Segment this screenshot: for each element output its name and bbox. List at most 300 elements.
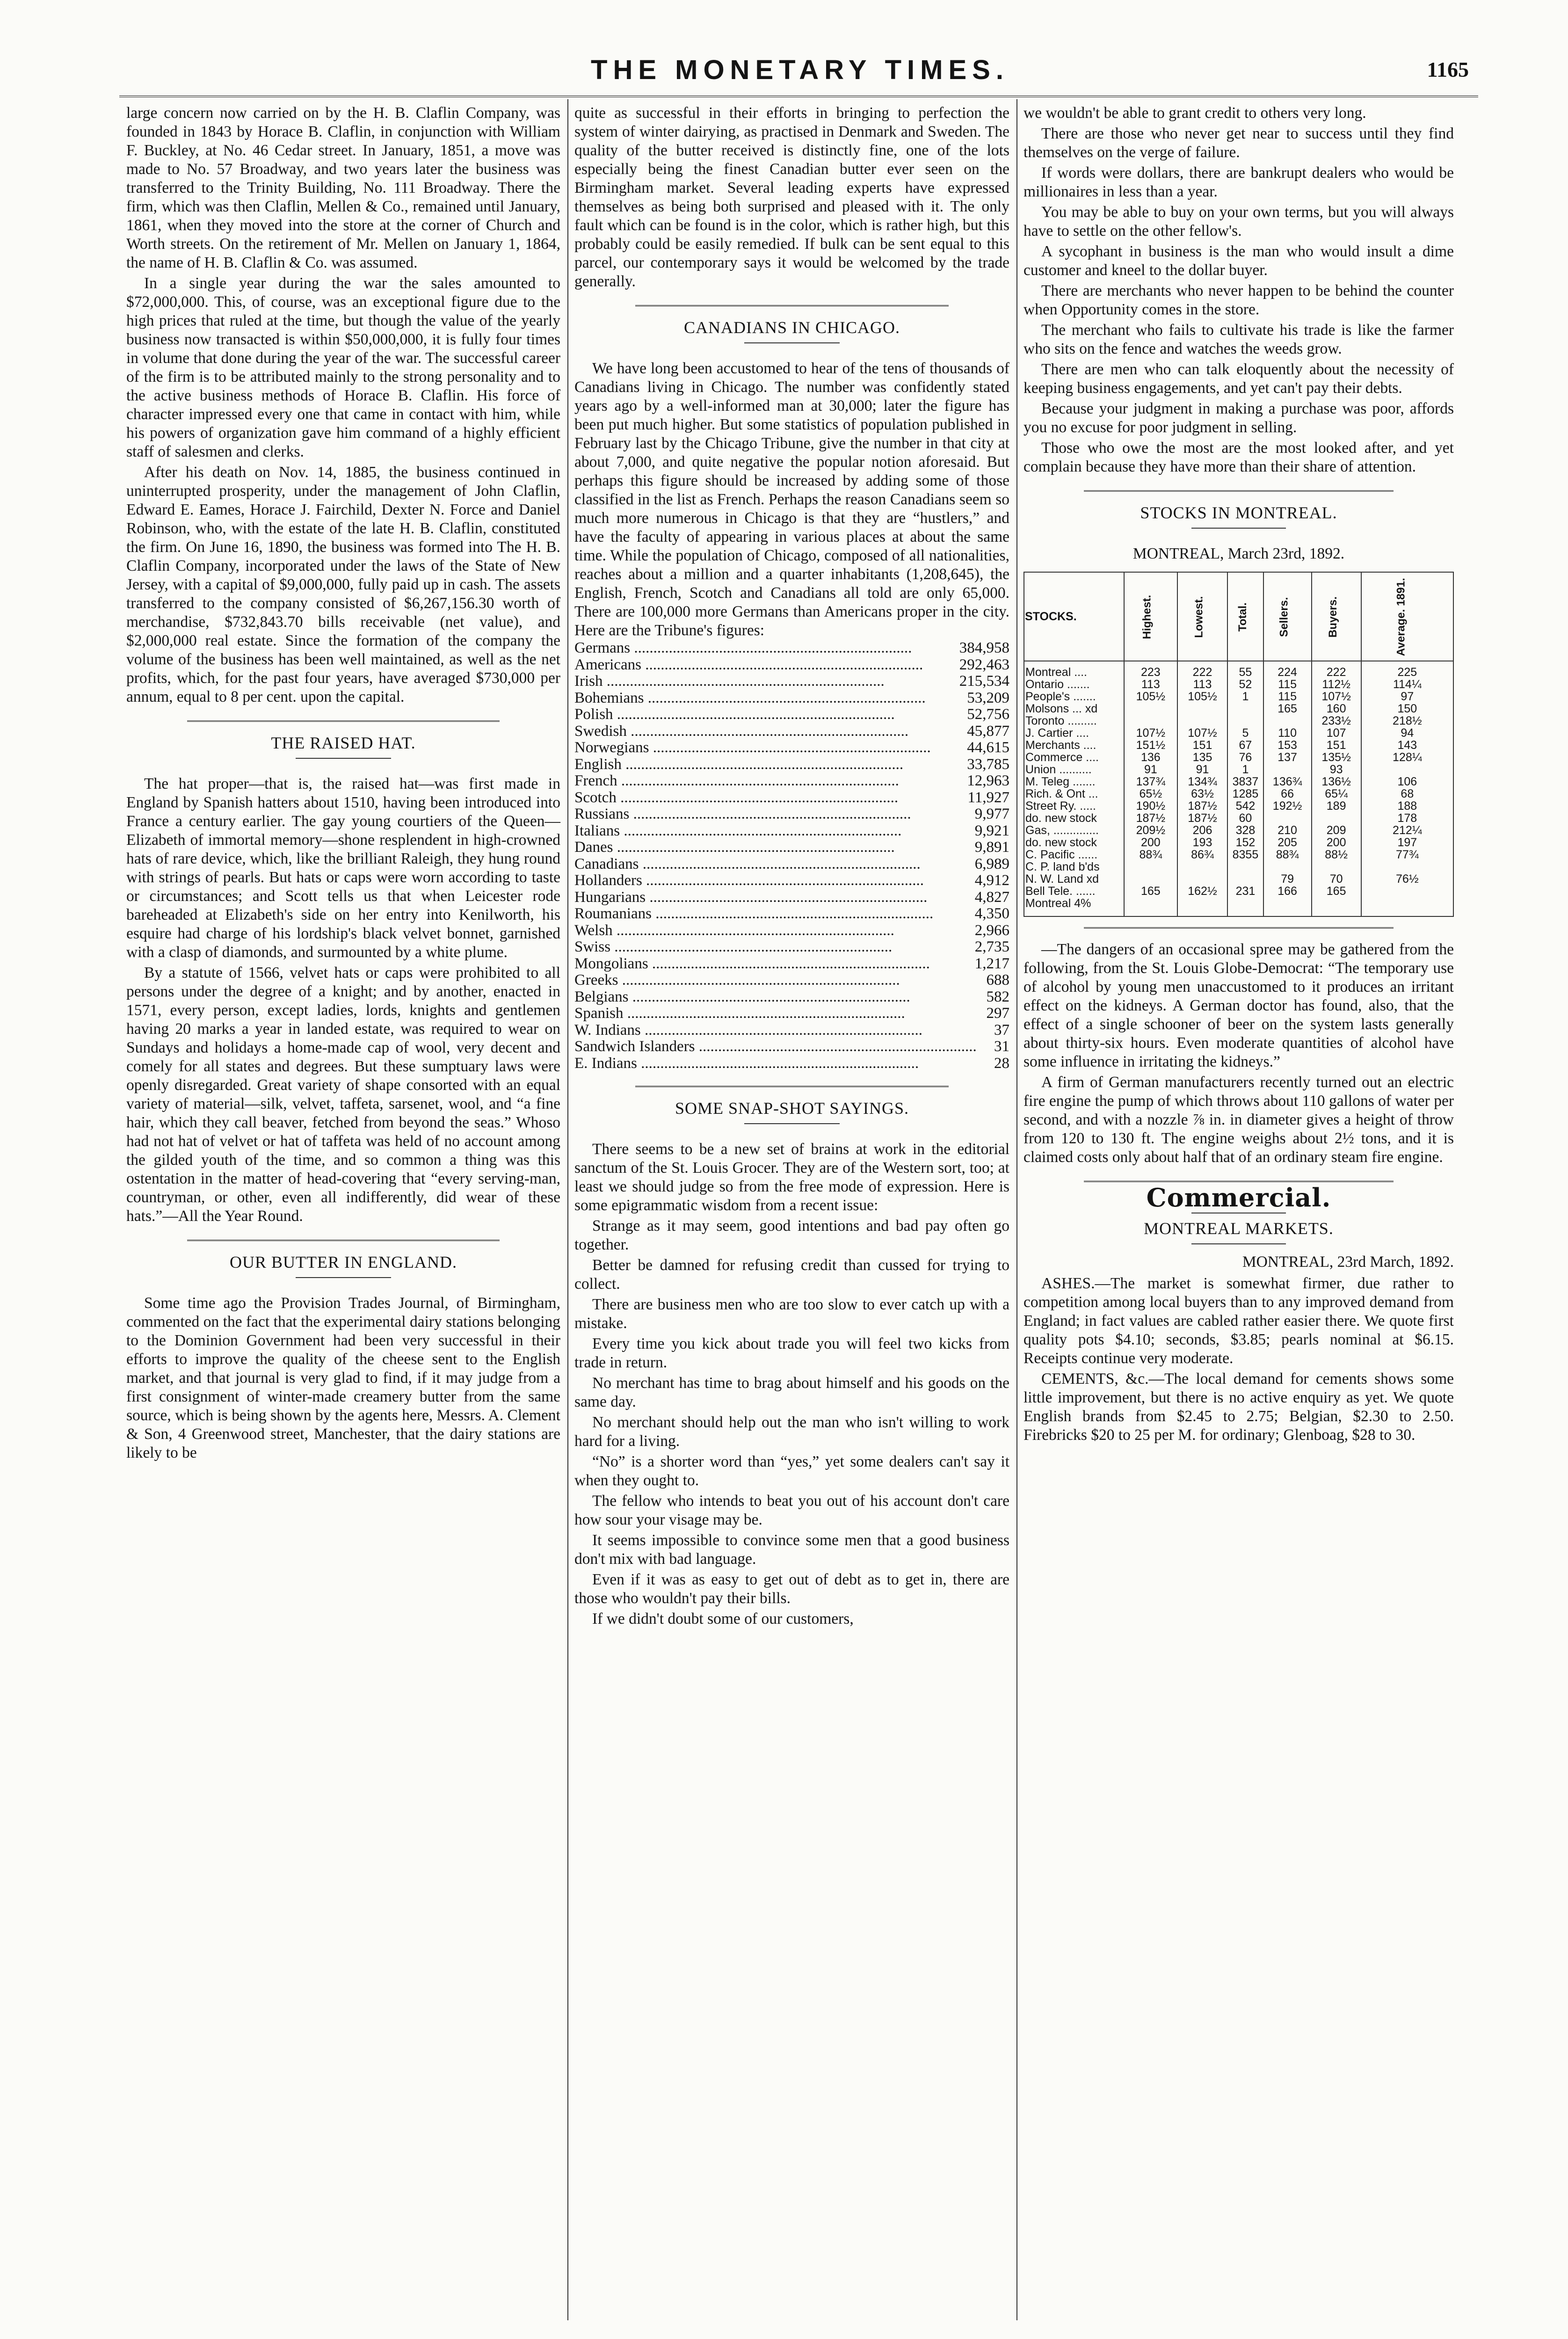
saying: Those who owe the most are the most looked after, and yet complain because they have more than their share of attention. — [1024, 439, 1454, 475]
nationality-label: English ..... — [574, 756, 963, 773]
nationality-label: Greeks ..... — [574, 972, 983, 989]
stock-value — [1124, 715, 1177, 727]
stock-value — [1227, 873, 1263, 885]
stock-value: 224 — [1263, 661, 1312, 678]
stock-value: 115 — [1263, 678, 1312, 690]
nationality-label: Swedish ..... — [574, 723, 963, 740]
nationality-label: Sandwich Islanders ..... — [574, 1039, 990, 1055]
stock-name: J. Cartier .... — [1024, 727, 1124, 739]
section-rule — [1084, 490, 1394, 493]
stock-name: Montreal 4% — [1024, 897, 1124, 916]
stocks-column-header — [1263, 572, 1312, 661]
stock-name: C. P. land b'ds — [1024, 861, 1124, 873]
saying: If words were dollars, there are bankrupt dealers who would be millionaires in less than a year. — [1024, 164, 1454, 200]
stock-value — [1361, 763, 1453, 776]
header-label: STOCKS. — [1025, 610, 1077, 623]
nationality-label: W. Indians ..... — [574, 1022, 990, 1039]
stock-value — [1177, 861, 1228, 873]
stock-row — [1024, 800, 1453, 812]
population-value: 384,958 — [959, 639, 1009, 656]
nationality-label: Danes ..... — [574, 839, 971, 856]
nationality-label: Italians ..... — [574, 823, 971, 840]
stock-value — [1361, 897, 1453, 916]
stocks-column-header — [1312, 572, 1361, 661]
population-value: 37 — [994, 1021, 1009, 1039]
nationality-label: E. Indians ..... — [574, 1055, 990, 1072]
stock-name: Union .......... — [1024, 763, 1124, 776]
stock-value: 153 — [1263, 739, 1312, 751]
stock-name: Merchants .... — [1024, 739, 1124, 751]
stock-value: 3837 — [1227, 776, 1263, 788]
header-label: Total. — [1236, 602, 1249, 632]
stock-value: 94 — [1361, 727, 1453, 739]
stock-value — [1124, 861, 1177, 873]
population-value: 53,209 — [967, 689, 1009, 706]
stock-value: 128¼ — [1361, 751, 1453, 763]
stock-value: 151½ — [1124, 739, 1177, 751]
nationality-label: Swiss ..... — [574, 939, 971, 956]
stock-name: C. Pacific ...... — [1024, 849, 1124, 861]
saying: Better be damned for refusing credit than cussed for trying to collect. — [574, 1257, 1009, 1293]
stock-name: Montreal .... — [1024, 661, 1124, 678]
stock-row — [1024, 661, 1453, 678]
stock-value: 91 — [1124, 763, 1177, 776]
stock-value: 206 — [1177, 824, 1228, 836]
saying: If we didn't doubt some of our customers, — [592, 1610, 854, 1627]
stock-name: People's ....... — [1024, 690, 1124, 703]
stock-value: 66 — [1263, 788, 1312, 800]
nationality-label: French ..... — [574, 773, 963, 790]
column-divider-2 — [1016, 99, 1017, 2320]
population-value: 11,927 — [967, 789, 1009, 806]
stock-value: 135 — [1177, 751, 1228, 763]
stock-value: 190½ — [1124, 800, 1177, 812]
stock-value: 76½ — [1361, 873, 1453, 885]
stock-name: N. W. Land xd — [1024, 873, 1124, 885]
stock-value: 200 — [1312, 836, 1361, 849]
stock-value: 200 — [1124, 836, 1177, 849]
stock-value: 162½ — [1177, 885, 1228, 897]
figure-row — [574, 823, 1009, 840]
stock-value: 91 — [1177, 763, 1228, 776]
stock-value: 136½ — [1312, 776, 1361, 788]
paragraph: The hat proper—that is, the raised hat—was first made in England by Spanish hatters about 1510, having been introduced into France a century earlier. The gay young courtiers of the Queen—Elizabeth of immortal memory—shone resplendent in high-crowned hats of rare device, which, like the brilliant Raleigh, they hung round with strings of pearls. But hats or caps were worn according to taste or circumstances; and Scott tells us that when Leicester rode bareheaded at Elizabeth's side on her entry into Kenilworth, his esquire had charge of his lordship's black velvet bonnet, garnished with a clasp of diamonds, and surmounted by a white plume. — [126, 775, 560, 961]
stock-row — [1024, 861, 1453, 873]
stock-row — [1024, 897, 1453, 916]
stock-name: Bell Tele. ...... — [1024, 885, 1124, 897]
paragraph: CEMENTS, &c.—The local demand for cements shows some little improvement, but there is no active enquiry as yet. We quote English brands from $2.45 to 2.75; Belgian, $2.30 to 2.50. Firebricks $20 to 25 per M. for ordinary; Glenboag, $28 to 30. — [1024, 1370, 1454, 1444]
stock-value: 70 — [1312, 873, 1361, 885]
column-1 — [126, 104, 560, 1462]
nationality-label: Irish ..... — [574, 673, 956, 690]
stock-name: do. new stock — [1024, 812, 1124, 824]
stock-name: Street Ry. ..... — [1024, 800, 1124, 812]
article-heading: MONTREAL MARKETS. — [1144, 1219, 1334, 1238]
stock-name: Ontario ....... — [1024, 678, 1124, 690]
population-value: 4,912 — [974, 872, 1009, 889]
stock-value: 152 — [1227, 836, 1263, 849]
nationality-label: Mongolians ..... — [574, 956, 971, 973]
paragraph: After his death on Nov. 14, 1885, the business continued in uninterrupted prosperity, under the management of John Claflin, Edward E. Eames, Horace J. Fairchild, Dexter N. Force and Daniel Robinson, who, with the estate of the late H. B. Claflin, constituted the firm. On June 16, 1890, the business was formed into The H. B. Claflin Company, incorporated under the laws of the State of New Jersey, with a capital of $9,000,000, fully paid up in cash. The assets transferred to the company consisted of $6,267,156.30 worth of merchandise, $732,843.70 bills receivable (net value), and $2,000,000 real estate. Since the formation of the company the volume of the business has been well maintained, as well as the net profits, which, for the past four years, have averaged $730,000 per annum, equal to 8 per cent. upon the capital. — [126, 464, 560, 705]
stock-value: 222 — [1312, 661, 1361, 678]
stock-value: 65¼ — [1312, 788, 1361, 800]
stock-value: 212¼ — [1361, 824, 1453, 836]
figure-row — [574, 972, 1009, 989]
figure-row — [574, 640, 1009, 657]
stock-row — [1024, 873, 1453, 885]
stock-value: 165 — [1312, 885, 1361, 897]
stock-value: 107½ — [1177, 727, 1228, 739]
stock-value: 88¾ — [1124, 849, 1177, 861]
heading-rule — [1191, 1243, 1286, 1244]
population-value: 33,785 — [967, 755, 1009, 773]
figure-row — [574, 673, 1009, 690]
paragraph: Some time ago the Provision Trades Journal, of Birmingham, commented on the fact that the experimental dairy stations belonging to the Dominion Government had been very successful in their efforts to improve the quality of the cheese sent to the English market, and that journal is very glad to find, if it may judge from a first consignment of winter-made creamery butter from the same source, which is being shown by the agents here, Messrs. A. Clement & Son, 4 Greenwood street, Manchester, that the dairy stations are likely to be — [126, 1294, 560, 1461]
paragraph: ASHES.—The market is somewhat firmer, due rather to competition among local buyers than to any improved demand from England; in fact values are cabled rather easier there. We quote first quality pots $4.10; seconds, $3.85; pearls nominal at $6.15. Receipts continue very moderate. — [1024, 1275, 1454, 1367]
figure-row — [574, 1055, 1009, 1072]
masthead — [126, 51, 1474, 88]
saying: There are merchants who never happen to be behind the counter when Opportunity comes in the store. — [1024, 282, 1454, 318]
stock-value: 107 — [1312, 727, 1361, 739]
section-rule — [635, 305, 949, 308]
saying: It seems impossible to convince some men that a good business don't mix with bad language. — [574, 1532, 1009, 1568]
stock-value: 222 — [1177, 661, 1228, 678]
stock-value: 60 — [1227, 812, 1263, 824]
figure-row — [574, 989, 1009, 1006]
stock-name: M. Teleg ....... — [1024, 776, 1124, 788]
stock-row — [1024, 703, 1453, 715]
figure-row — [574, 906, 1009, 923]
figure-row — [574, 773, 1009, 790]
header-label: Average. 1891. — [1394, 577, 1408, 656]
heading-rule — [744, 1123, 840, 1124]
stock-value: 209 — [1312, 824, 1361, 836]
stock-value: 55 — [1227, 661, 1263, 678]
figure-row — [574, 939, 1009, 956]
stock-row — [1024, 836, 1453, 849]
nationality-label: Bohemians ..... — [574, 690, 963, 707]
stock-value — [1177, 897, 1228, 916]
nationality-label: Belgians ..... — [574, 989, 983, 1006]
heading-rule — [296, 1277, 391, 1278]
stock-name: Gas, .............. — [1024, 824, 1124, 836]
stock-value: 136¾ — [1263, 776, 1312, 788]
figure-row — [574, 723, 1009, 740]
stock-value: 76 — [1227, 751, 1263, 763]
paragraph: In a single year during the war the sales amounted to $72,000,000. This, of course, was an exceptional figure due to the high prices that ruled at the time, but though the value of the yearly business now transacted is within $50,000,000, it is fully four times in volume that done during the year of the war. The successful career of the firm is to be attributed mainly to the strong personality and to the active business methods of Horace B. Claflin. His force of character impressed every one that came in contact with him, while his powers of organization gave him command of a highly efficient staff of salesmen and clerks. — [126, 275, 560, 460]
figure-row — [574, 690, 1009, 707]
stocks-table — [1024, 572, 1454, 917]
stock-value: 187½ — [1124, 812, 1177, 824]
figure-row — [574, 839, 1009, 856]
paragraph: large concern now carried on by the H. B. Claflin Company, was founded in 1843 by Horace B. Claflin, in conjunction with William F. Buckley, at No. 46 Cedar street. In January, 1851, a move was made to No. 57 Broadway, and two years later the business was transferred to the Trinity Building, No. 111 Broadway. There the firm, which was then Claflin, Mellen & Co., remained until January, 1861, when they moved into the store at the corner of Church and Worth streets. On the retirement of Mr. Mellen on January 1, 1864, the name of H. B. Claflin & Co. was assumed. — [126, 104, 560, 271]
stock-value: 218½ — [1361, 715, 1453, 727]
population-value: 6,989 — [974, 855, 1009, 872]
nationality-label: Scotch ..... — [574, 790, 964, 806]
stock-value: 105½ — [1124, 690, 1177, 703]
figure-row — [574, 923, 1009, 939]
stock-value: 8355 — [1227, 849, 1263, 861]
heading-rule — [744, 342, 840, 343]
saying: The merchant who fails to cultivate his trade is like the farmer who sits on the fence and watches the weeds grow. — [1024, 321, 1454, 357]
population-value: 45,877 — [967, 722, 1009, 740]
column-3 — [1024, 104, 1454, 1445]
stock-value — [1263, 897, 1312, 916]
stock-value: 107½ — [1124, 727, 1177, 739]
stock-value: 165 — [1263, 703, 1312, 715]
saying: No merchant has time to brag about himself and his goods on the same day. — [574, 1374, 1009, 1410]
population-value: 9,921 — [974, 822, 1009, 839]
stock-row — [1024, 788, 1453, 800]
stock-value: 135½ — [1312, 751, 1361, 763]
section-rule — [1084, 927, 1394, 930]
stocks-column-header — [1024, 572, 1124, 661]
figure-row — [574, 706, 1009, 723]
stock-value: 93 — [1312, 763, 1361, 776]
stock-value: 77¾ — [1361, 849, 1453, 861]
population-value: 688 — [986, 972, 1009, 988]
nationality-label: Spanish ..... — [574, 1005, 983, 1022]
stock-value: 166 — [1263, 885, 1312, 897]
commercial-heading: Commercial. — [1146, 1183, 1331, 1213]
stock-value: 151 — [1177, 739, 1228, 751]
population-value: 2,966 — [974, 922, 1009, 939]
stock-name: do. new stock — [1024, 836, 1124, 849]
stock-value: 113 — [1177, 678, 1228, 690]
population-value: 582 — [986, 988, 1009, 1005]
stock-value: 178 — [1361, 812, 1453, 824]
stock-value: 110 — [1263, 727, 1312, 739]
stock-value: 67 — [1227, 739, 1263, 751]
stock-value: 209½ — [1124, 824, 1177, 836]
article-heading: SOME SNAP-SHOT SAYINGS. — [675, 1099, 909, 1118]
nationality-label: Hollanders ..... — [574, 872, 971, 889]
population-value: 44,615 — [967, 739, 1009, 756]
stock-value: 187½ — [1177, 812, 1228, 824]
stock-value: 137¾ — [1124, 776, 1177, 788]
paragraph: By a statute of 1566, velvet hats or caps were prohibited to all persons under the degree of a knight; and by another, enacted in 1571, every person, except ladies, lords, knights and gentlemen having 20 marks a year in landed estate, was required to wear on Sundays and holidays a home-made cap of wool, very decent and comely for all states and degrees. But these sumptuary laws were openly disregarded. Great variety of shape consorted with an equal variety of material—silk, velvet, taffeta, sarsenet, wool, and “a fine hair, which they call beaver, fetched from beyond the seas.” Whoso had not hat of velvet or hat of taffeta was held of no account among the gilded youth of the time, and so common a thing was this ostentation in the matter of head-covering that “every serving-man, countryman, or other, even all indifferently, did wear of these hats.”—All the Year Round. — [126, 964, 560, 1225]
stock-value: 113 — [1124, 678, 1177, 690]
saying: There are those who never get near to success until they find themselves on the verge of failure. — [1024, 125, 1454, 161]
article-heading: CANADIANS IN CHICAGO. — [684, 318, 900, 337]
figure-row — [574, 872, 1009, 889]
stock-value: 63½ — [1177, 788, 1228, 800]
section-rule — [635, 1086, 949, 1089]
stock-value: 151 — [1312, 739, 1361, 751]
stock-value: 150 — [1361, 703, 1453, 715]
article-heading: THE RAISED HAT. — [271, 734, 416, 752]
population-value: 4,827 — [974, 888, 1009, 906]
stock-value — [1263, 812, 1312, 824]
stock-row — [1024, 739, 1453, 751]
nationality-label: Hungarians ..... — [574, 889, 971, 906]
stock-value: 106 — [1361, 776, 1453, 788]
stock-value — [1227, 861, 1263, 873]
stock-value: 52 — [1227, 678, 1263, 690]
stock-value: 68 — [1361, 788, 1453, 800]
page-number: 1165 — [1427, 58, 1469, 81]
stock-value — [1124, 897, 1177, 916]
saying: A sycophant in business is the man who would insult a dime customer and kneel to the dollar buyer. — [1024, 243, 1454, 279]
stock-value: 192½ — [1263, 800, 1312, 812]
figure-row — [574, 740, 1009, 756]
population-value: 297 — [986, 1005, 1009, 1022]
stock-row — [1024, 763, 1453, 776]
stock-row — [1024, 678, 1453, 690]
paragraph: quite as successful in their efforts in bringing to perfection the system of winter dairying, as practised in Denmark and Sweden. The quality of the butter received is distinctly fine, one of the lots especially being the finest Canadian butter ever seen on the Birmingham market. Several leading experts have expressed themselves as being both surprised and pleased with it. The only fault which can be found is in the color, which is rather high, but this probably could be easily remedied. If bulk can be sent equal to this parcel, our contemporary says it would be welcomed by the trade generally. — [574, 104, 1009, 290]
stock-value: 197 — [1361, 836, 1453, 849]
stock-value — [1361, 885, 1453, 897]
stock-value — [1263, 715, 1312, 727]
stock-value — [1227, 715, 1263, 727]
nationality-label: Norwegians ..... — [574, 740, 963, 756]
stock-value — [1227, 897, 1263, 916]
stock-value: 86¾ — [1177, 849, 1228, 861]
stock-value: 105½ — [1177, 690, 1228, 703]
population-value: 9,891 — [974, 839, 1009, 856]
heading-rule — [296, 758, 391, 759]
stock-value: 88¾ — [1263, 849, 1312, 861]
figure-row — [574, 1022, 1009, 1039]
stocks-column-header — [1124, 572, 1177, 661]
stocks-header-row — [1024, 572, 1453, 661]
header-label: Highest. — [1140, 595, 1154, 639]
stock-value: 136 — [1124, 751, 1177, 763]
stock-value: 165 — [1124, 885, 1177, 897]
population-value: 4,350 — [974, 905, 1009, 922]
figure-row — [574, 1005, 1009, 1022]
stock-value: 134¾ — [1177, 776, 1228, 788]
header-label: Buyers. — [1326, 596, 1339, 638]
section-rule — [187, 720, 500, 723]
nationality-label: Welsh ..... — [574, 923, 971, 939]
stock-value — [1312, 861, 1361, 873]
stock-name: Toronto ......... — [1024, 715, 1124, 727]
saying: No merchant should help out the man who isn't willing to work hard for a living. — [574, 1414, 1009, 1450]
heading-rule — [1191, 528, 1286, 529]
saying: Every time you kick about trade you will feel two kicks from trade in return. — [574, 1335, 1009, 1371]
population-value: 1,217 — [974, 955, 1009, 972]
masthead-rule — [119, 95, 1478, 98]
stock-row — [1024, 727, 1453, 739]
stock-value: 231 — [1227, 885, 1263, 897]
article-heading: STOCKS IN MONTREAL. — [1140, 503, 1337, 522]
figure-row — [574, 856, 1009, 873]
header-label: Sellers. — [1278, 596, 1291, 637]
nationality-label: Americans ..... — [574, 657, 956, 674]
figure-row — [574, 956, 1009, 973]
stock-value: 189 — [1312, 800, 1361, 812]
stock-value: 187½ — [1177, 800, 1228, 812]
column-divider-1 — [567, 99, 568, 2320]
population-value: 31 — [994, 1038, 1009, 1055]
stock-value: 1 — [1227, 763, 1263, 776]
saying: There are business men who are too slow to ever catch up with a mistake. — [574, 1296, 1009, 1332]
stock-value: 88½ — [1312, 849, 1361, 861]
column-2 — [574, 104, 1009, 1628]
saying: Because your judgment in making a purchase was poor, affords you no excuse for poor judgment in selling. — [1024, 400, 1454, 436]
paragraph: A firm of German manufacturers recently turned out an electric fire engine the pump of which throws about 110 gallons of water per second, and with a nozzle ⅞ in. in diameter gives a height of throw from 120 to 130 ft. The engine weighs about 2½ tons, and it is claimed costs only about half that of an ordinary steam fire engine. — [1024, 1074, 1454, 1166]
stock-name: Commerce .... — [1024, 751, 1124, 763]
stock-value — [1312, 897, 1361, 916]
saying: The fellow who intends to beat you out of his account don't care how sour your visage may be. — [574, 1492, 1009, 1528]
stock-row — [1024, 885, 1453, 897]
stock-value: 115 — [1263, 690, 1312, 703]
population-value: 52,756 — [967, 706, 1009, 723]
population-value: 215,534 — [959, 673, 1009, 690]
article-heading: OUR BUTTER IN ENGLAND. — [230, 1253, 457, 1271]
nationality-label: Germans ..... — [574, 640, 956, 657]
section-rule — [187, 1240, 500, 1242]
stock-value: 107½ — [1312, 690, 1361, 703]
paragraph: We have long been accustomed to hear of the tens of thousands of Canadians living in Chicago. The number was confidently stated years ago by a well-informed man at 30,000; later the figure has been put much higher. But some statistics of population published in February last by the Chicago Tribune, give the number in that city at about 7,000, and quite negative the popular notion aforesaid. But perhaps this figure should be increased by adding some of those classified in the list as French. Perhaps the reason Canadians seem so much more numerous in Chicago is that they are “hustlers,” and have the faculty of appearing in various places at about the same time. While the population of Chicago, composed of all nationalities, reaches about a million and a quarter inhabitants (1,208,645), the English, French, Scotch and Canadians all told are only 65,000. There are 100,000 more Germans than Americans proper in the city. Here are the Tribune's figures: — [574, 360, 1009, 639]
stock-value: 112½ — [1312, 678, 1361, 690]
stock-value — [1177, 703, 1228, 715]
stock-value: 223 — [1124, 661, 1177, 678]
stock-row — [1024, 776, 1453, 788]
stock-name: Rich. & Ont ... — [1024, 788, 1124, 800]
saying: “No” is a shorter word than “yes,” yet some dealers can't say it when they ought to. — [574, 1453, 1009, 1489]
saying: we wouldn't be able to grant credit to others very long. — [1024, 104, 1366, 122]
markets-dateline: MONTREAL, 23rd March, 1892. — [1242, 1253, 1454, 1271]
stock-row — [1024, 849, 1453, 861]
stock-row — [1024, 690, 1453, 703]
stock-value: 210 — [1263, 824, 1312, 836]
stock-value: 328 — [1227, 824, 1263, 836]
stock-row — [1024, 715, 1453, 727]
figure-row — [574, 756, 1009, 773]
header-label: Lowest. — [1192, 596, 1205, 638]
stock-value: 5 — [1227, 727, 1263, 739]
stock-value: 143 — [1361, 739, 1453, 751]
stock-row — [1024, 751, 1453, 763]
figure-row — [574, 1039, 1009, 1055]
stock-value: 97 — [1361, 690, 1453, 703]
stocks-column-header — [1227, 572, 1263, 661]
stock-value: 65½ — [1124, 788, 1177, 800]
stock-value: 542 — [1227, 800, 1263, 812]
stock-value: 225 — [1361, 661, 1453, 678]
stock-row — [1024, 812, 1453, 824]
nationality-label: Roumanians ..... — [574, 906, 971, 923]
stock-name: Molsons ... xd — [1024, 703, 1124, 715]
stock-value — [1177, 873, 1228, 885]
stock-value: 1 — [1227, 690, 1263, 703]
figure-row — [574, 790, 1009, 806]
population-value: 28 — [994, 1054, 1009, 1072]
figure-row — [574, 657, 1009, 674]
stock-value — [1263, 763, 1312, 776]
population-value: 9,977 — [974, 806, 1009, 822]
saying: Even if it was as easy to get out of debt as to get in, there are those who wouldn't pay their bills. — [574, 1571, 1009, 1607]
saying: There are men who can talk eloquently about the necessity of keeping business engagements, and yet can't pay their debts. — [1024, 361, 1454, 397]
stock-value — [1177, 715, 1228, 727]
stocks-dateline: MONTREAL, March 23rd, 1892. — [1132, 545, 1345, 562]
population-figures-list — [574, 640, 1009, 1072]
stock-value: 1285 — [1227, 788, 1263, 800]
stock-value: 160 — [1312, 703, 1361, 715]
stock-value — [1124, 873, 1177, 885]
stock-value: 205 — [1263, 836, 1312, 849]
population-value: 12,963 — [967, 772, 1009, 789]
stock-value: 79 — [1263, 873, 1312, 885]
population-value: 292,463 — [959, 656, 1009, 673]
stock-row — [1024, 824, 1453, 836]
figure-row — [574, 806, 1009, 823]
stock-value: 188 — [1361, 800, 1453, 812]
figure-row — [574, 889, 1009, 906]
paragraph: There seems to be a new set of brains at work in the editorial sanctum of the St. Louis Grocer. They are of the Western sort, too; at least we should judge so from the free mode of expression. Here is some epigrammatic wisdom from a recent issue: — [574, 1140, 1009, 1214]
